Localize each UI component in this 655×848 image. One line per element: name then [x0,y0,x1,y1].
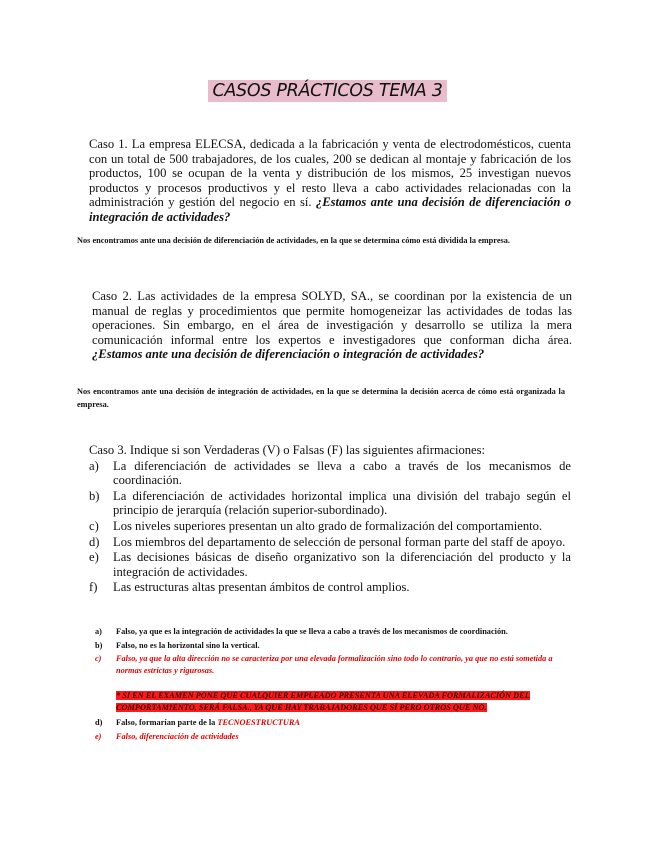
answer-text: Falso, ya que la alta dirección no se caracteriza por una elevada formalización sino todo lo contrario, ya que no está sometida a normas estrictas y rigurosas. [116,654,553,675]
case1-question: ¿Estamos ante una decisión de diferenciación o integración de actividades? [89,195,572,224]
answer-text: Falso, ya que es la integración de actividades la que se lleva a cabo a través de los mecanismos de coordinación. [116,627,508,636]
answer-a [95,626,565,638]
case2-answer: Nos encontramos ante una decisión de integración de actividades, en la que se determina la decisión acerca de cómo está organizada la empresa. [77,387,565,409]
item-text: Los niveles superiores presentan un alto grado de formalización del comportamiento. [113,518,543,533]
case3-intro: Caso 3. Indique si son Verdaderas (V) o Falsas (F) las siguientes afirmaciones: [89,443,486,457]
answer-c [95,653,565,676]
answer-marker: e) [95,731,102,741]
item-marker: f) [89,580,98,595]
item-marker: e) [89,550,99,565]
title-container [0,80,655,102]
item-marker: c) [89,518,99,533]
exam-note [116,690,565,713]
exam-note-text: * SI EN EL EXAMEN PONE QUE CUALQUIER EMPLEADO PRESENTA UNA ELEVADA FORMALIZACIÓN DEL COMPORTAMIENTO, SERÁ FALSA., YA QUE HAY TRABAJADORES QUE SÍ PERO OTROS QUE NO. [116,691,530,712]
item-text: La diferenciación de actividades horizontal implica una división del trabajo según el principio de jerarquía (relación superior-subordinado). [113,488,571,518]
case2-question: ¿Estamos ante una decisión de diferenciación o integración de actividades? [92,347,485,362]
item-marker: b) [89,488,100,503]
answer-marker: d) [95,718,103,727]
case1-answer: Nos encontramos ante una decisión de diferenciación de actividades, en la que se determina cómo está dividida la empresa. [77,236,510,245]
case1-statement [89,137,571,225]
answer-marker: c) [95,654,102,663]
item-text: Las estructuras altas presentan ámbitos de control amplios. [113,580,410,595]
case3-item-c [89,519,571,534]
answer-marker: a) [95,627,102,636]
answer-text: Falso, formarían parte de la [116,718,218,727]
page-title: CASOS PRÁCTICOS TEMA 3 [208,80,446,102]
answer-text: Falso, no es la horizontal sino la vertical. [116,640,260,650]
item-text: La diferenciación de actividades se lleva a cabo a través de los mecanismos de coordinación. [113,458,571,488]
case2-text: Caso 2. Las actividades de la empresa SOLYD, SA., se coordinan por la existencia de un manual de reglas y procedimientos que permite homogeneizar las actividades de todas las operaciones. Sin embargo, en el área de investigación y desarrollo se utiliza la mera comunicación informal entre los expertos e investigadores que conforman dicha área. [92,289,572,347]
item-marker: d) [89,534,100,549]
case2-statement [92,289,572,362]
item-text: Las decisiones básicas de diseño organizativo son la diferenciación del producto y la integración de actividades. [113,550,571,579]
case3-item-e [89,550,571,579]
case3-answers [95,626,565,744]
case3-item-f [89,580,571,595]
answer-e [95,731,565,743]
case3-statement [89,443,571,596]
answer-d [95,717,565,729]
case3-item-b [89,489,571,518]
item-marker: a) [89,458,99,473]
item-text: Los miembros del departamento de selección de personal forman parte del staff de apoyo. [113,534,566,549]
answer-text-italic: TECNOESTRUCTURA [217,718,300,727]
answer-marker: b) [95,640,103,650]
case3-item-a [89,459,571,488]
case1-text: Caso 1. La empresa ELECSA, dedicada a la fabricación y venta de electrodomésticos, cuenta con un total de 500 trabajadores, de los cuales, 200 se dedican al montaje y fabricación de los productos, 100 se ocupan de la venta y distribución de los mismos, 25 investigan nuevos productos y procesos productivos y el resto lleva a cabo actividades relacionadas con la administración y gestión del negocio en sí. [89,137,571,210]
answer-b [95,640,565,652]
case3-item-d [89,535,571,550]
answer-text: Falso, diferenciación de actividades [116,731,239,741]
